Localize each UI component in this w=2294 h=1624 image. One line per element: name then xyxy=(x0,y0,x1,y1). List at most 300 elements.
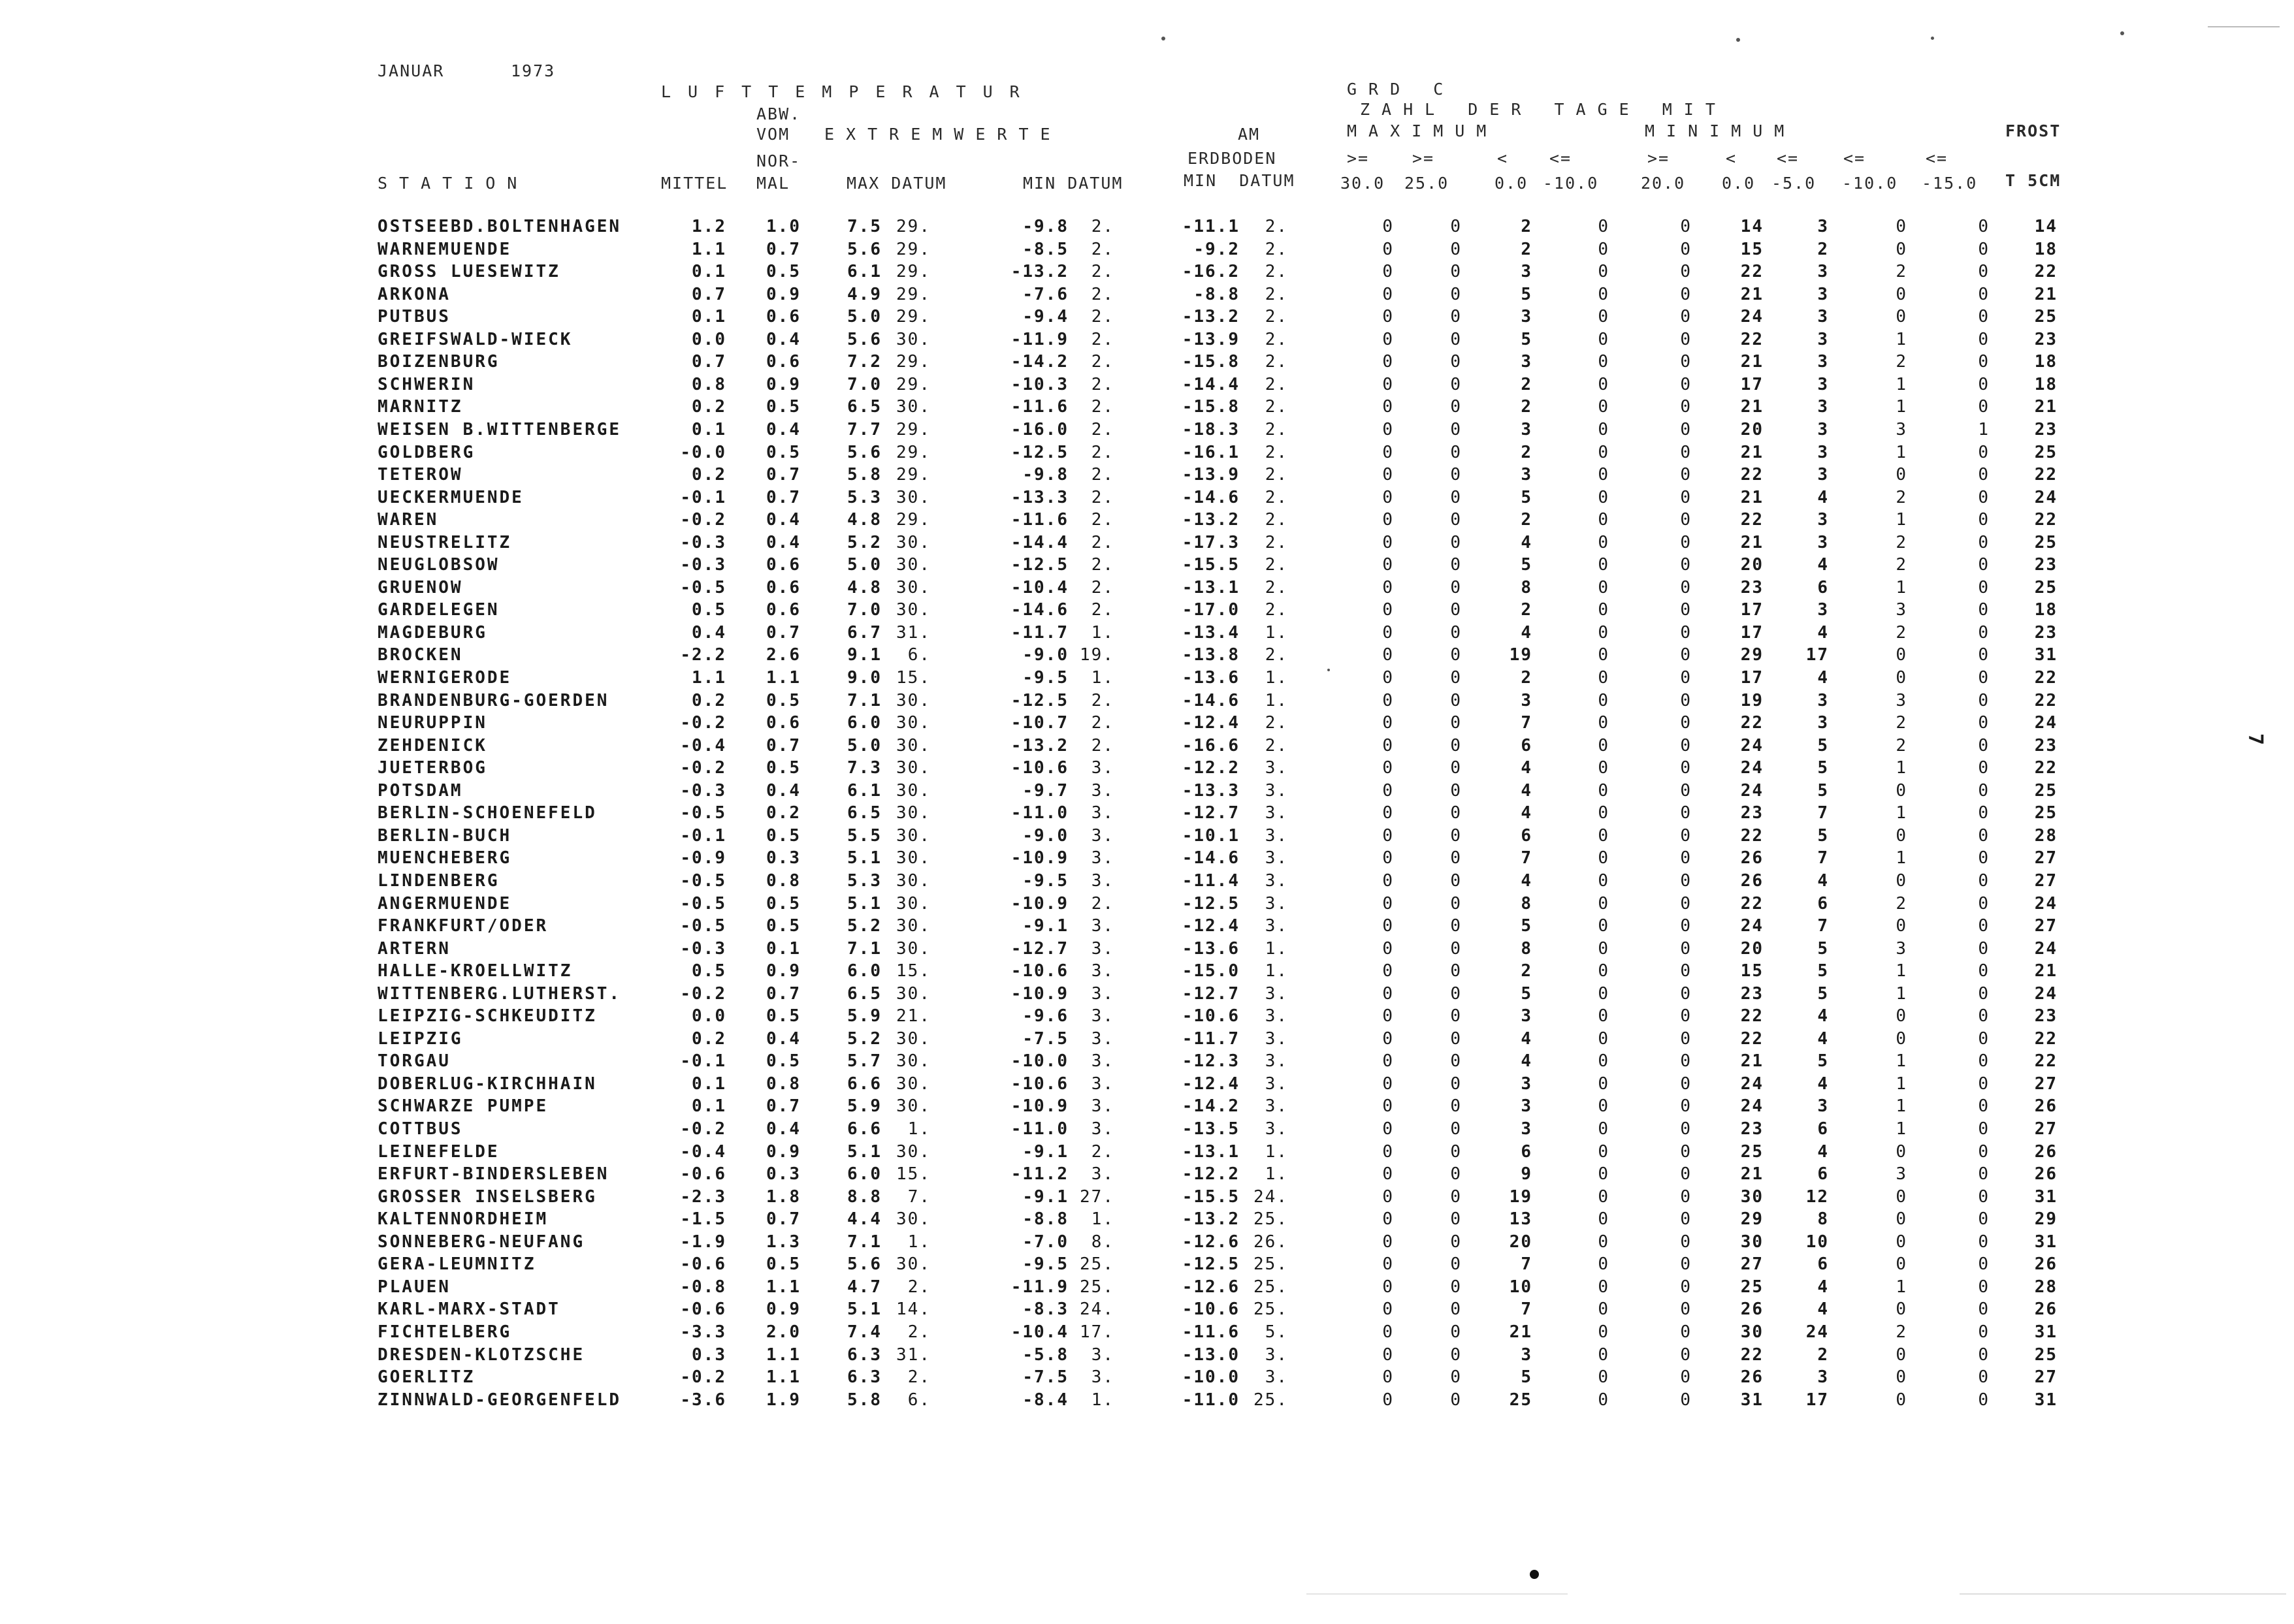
table-row xyxy=(0,241,2294,263)
cell-min-le-m10: 1 xyxy=(1896,803,1907,823)
cell-min-datum: 1. xyxy=(1091,1390,1114,1410)
cell-max-ge-25: 0 xyxy=(1450,894,1462,914)
cell-min-le-m15: 0 xyxy=(1978,1299,1990,1319)
am-label: AM xyxy=(1238,125,1261,144)
cell-min-le-m5: 4 xyxy=(1817,623,1829,643)
cell-max-le-m10: 0 xyxy=(1598,420,1609,439)
cell-min: -11.2 xyxy=(1010,1164,1069,1184)
cell-min-le-m5: 24 xyxy=(1805,1322,1829,1342)
table-row xyxy=(0,1030,2294,1053)
cell-min-lt-0: 22 xyxy=(1740,1345,1764,1365)
cell-min: -5.8 xyxy=(1022,1345,1069,1365)
cell-frost-5cm: 26 xyxy=(2034,1254,2058,1274)
cell-min-lt-0: 21 xyxy=(1740,352,1764,372)
cell-station: UECKERMUENDE xyxy=(378,488,524,507)
cell-min: -9.6 xyxy=(1022,1006,1069,1026)
cell-erd-datum: 25. xyxy=(1253,1390,1288,1410)
cell-min-lt-0: 26 xyxy=(1740,848,1764,868)
cell-max-datum: 30. xyxy=(896,939,931,959)
cell-min-le-m15: 0 xyxy=(1978,1119,1990,1139)
cell-max-lt-0: 4 xyxy=(1521,781,1532,801)
cell-max-datum: 30. xyxy=(896,397,931,417)
cell-max-ge-30: 0 xyxy=(1382,871,1394,891)
cell-min-ge-20: 0 xyxy=(1680,1299,1692,1319)
cell-max-ge-30: 0 xyxy=(1382,285,1394,304)
max-threshold-val-3: 0.0 xyxy=(1494,174,1528,193)
cell-max-ge-25: 0 xyxy=(1450,533,1462,552)
table-row xyxy=(0,737,2294,759)
cell-min: -7.6 xyxy=(1022,285,1069,304)
cell-abw: 1.9 xyxy=(766,1390,801,1410)
cell-min-le-m15: 0 xyxy=(1978,1029,1990,1049)
table-row xyxy=(0,1369,2294,1391)
cell-max-ge-25: 0 xyxy=(1450,645,1462,665)
cell-max-ge-30: 0 xyxy=(1382,961,1394,981)
cell-max-ge-30: 0 xyxy=(1382,1096,1394,1116)
cell-station: MUENCHEBERG xyxy=(378,848,512,868)
cell-frost-5cm: 27 xyxy=(2034,1074,2058,1094)
cell-abw: 0.5 xyxy=(766,894,801,914)
cell-min: -7.0 xyxy=(1022,1232,1069,1252)
cell-erd-min: -13.2 xyxy=(1182,307,1240,326)
cell-min-lt-0: 21 xyxy=(1740,397,1764,417)
cell-min-le-m15: 1 xyxy=(1978,420,1990,439)
cell-min-le-m5: 3 xyxy=(1817,1367,1829,1387)
cell-min-ge-20: 0 xyxy=(1680,826,1692,846)
cell-max-ge-25: 0 xyxy=(1450,1096,1462,1116)
cell-frost-5cm: 26 xyxy=(2034,1164,2058,1184)
cell-mittel: -0.2 xyxy=(680,984,726,1004)
cell-max-le-m10: 0 xyxy=(1598,1322,1609,1342)
cell-max-ge-25: 0 xyxy=(1450,240,1462,259)
cell-max-datum: 30. xyxy=(896,1254,931,1274)
min-threshold-op-3: <= xyxy=(1777,149,1800,168)
cell-erd-min: -12.5 xyxy=(1182,1254,1240,1274)
cell-abw: 0.9 xyxy=(766,961,801,981)
cell-max-ge-30: 0 xyxy=(1382,443,1394,462)
cell-min-ge-20: 0 xyxy=(1680,1051,1692,1071)
cell-station: WEISEN B.WITTENBERGE xyxy=(378,420,622,439)
mal-header: MAL xyxy=(756,174,790,193)
cell-mittel: -0.3 xyxy=(680,939,726,959)
cell-min-lt-0: 21 xyxy=(1740,533,1764,552)
cell-min: -10.4 xyxy=(1010,1322,1069,1342)
cell-max-datum: 30. xyxy=(896,871,931,891)
cell-max-lt-0: 10 xyxy=(1509,1277,1532,1297)
cell-frost-5cm: 26 xyxy=(2034,1299,2058,1319)
cell-min-datum: 3. xyxy=(1091,1345,1114,1365)
cell-erd-datum: 3. xyxy=(1265,916,1288,936)
cell-min-lt-0: 24 xyxy=(1740,781,1764,801)
cell-max-lt-0: 8 xyxy=(1521,939,1532,959)
cell-max-datum: 1. xyxy=(907,1119,931,1139)
cell-erd-min: -15.5 xyxy=(1182,1187,1240,1207)
cell-min-le-m10: 2 xyxy=(1896,894,1907,914)
cell-max-lt-0: 4 xyxy=(1521,533,1532,552)
cell-max-ge-25: 0 xyxy=(1450,713,1462,733)
cell-mittel: -0.5 xyxy=(680,916,726,936)
cell-erd-datum: 1. xyxy=(1265,691,1288,710)
cell-min-ge-20: 0 xyxy=(1680,600,1692,620)
cell-erd-min: -13.9 xyxy=(1182,465,1240,485)
cell-min-lt-0: 24 xyxy=(1740,916,1764,936)
cell-station: ERFURT-BINDERSLEBEN xyxy=(378,1164,609,1184)
cell-frost-5cm: 25 xyxy=(2034,578,2058,597)
cell-min-le-m15: 0 xyxy=(1978,1277,1990,1297)
cell-erd-min: -16.2 xyxy=(1182,262,1240,281)
cell-erd-datum: 26. xyxy=(1253,1232,1288,1252)
cell-station: TORGAU xyxy=(378,1051,451,1071)
table-row xyxy=(0,692,2294,714)
cell-min-le-m5: 4 xyxy=(1817,1142,1829,1162)
cell-min-ge-20: 0 xyxy=(1680,736,1692,756)
cell-max-ge-30: 0 xyxy=(1382,1051,1394,1071)
cell-min-le-m5: 3 xyxy=(1817,465,1829,485)
cell-min-datum: 3. xyxy=(1091,781,1114,801)
cell-max-ge-25: 0 xyxy=(1450,397,1462,417)
cell-min-le-m5: 8 xyxy=(1817,1209,1829,1229)
cell-frost-5cm: 25 xyxy=(2034,781,2058,801)
cell-erd-min: -16.6 xyxy=(1182,736,1240,756)
cell-min-le-m10: 1 xyxy=(1896,961,1907,981)
cell-min-le-m10: 2 xyxy=(1896,736,1907,756)
cell-frost-5cm: 18 xyxy=(2034,240,2058,259)
cell-min-datum: 1. xyxy=(1091,623,1114,643)
cell-station: FICHTELBERG xyxy=(378,1322,512,1342)
cell-min: -14.6 xyxy=(1010,600,1069,620)
cell-min-datum: 2. xyxy=(1091,578,1114,597)
min-threshold-val-5: -15.0 xyxy=(1922,174,1978,193)
cell-max-lt-0: 8 xyxy=(1521,578,1532,597)
cell-max-datum: 31. xyxy=(896,623,931,643)
cell-max-ge-25: 0 xyxy=(1450,803,1462,823)
cell-mittel: 0.0 xyxy=(692,1006,726,1026)
cell-max-ge-30: 0 xyxy=(1382,1142,1394,1162)
cell-max-ge-25: 0 xyxy=(1450,1187,1462,1207)
month-label: JANUAR xyxy=(378,61,445,80)
table-row xyxy=(0,940,2294,963)
cell-station: SCHWARZE PUMPE xyxy=(378,1096,549,1116)
cell-erd-datum: 2. xyxy=(1265,217,1288,236)
cell-frost-5cm: 22 xyxy=(2034,510,2058,530)
cell-max-le-m10: 0 xyxy=(1598,736,1609,756)
cell-max-datum: 30. xyxy=(896,600,931,620)
cell-min-le-m5: 3 xyxy=(1817,217,1829,236)
cell-min-le-m10: 3 xyxy=(1896,420,1907,439)
cell-min-le-m5: 6 xyxy=(1817,1119,1829,1139)
cell-max-ge-30: 0 xyxy=(1382,781,1394,801)
cell-erd-min: -13.1 xyxy=(1182,578,1240,597)
cell-abw: 0.5 xyxy=(766,1254,801,1274)
cell-frost-5cm: 21 xyxy=(2034,285,2058,304)
cell-abw: 0.5 xyxy=(766,1006,801,1026)
cell-frost-5cm: 23 xyxy=(2034,623,2058,643)
cell-erd-datum: 1. xyxy=(1265,961,1288,981)
cell-max: 6.3 xyxy=(847,1345,882,1365)
cell-min-lt-0: 30 xyxy=(1740,1322,1764,1342)
cell-min-le-m10: 1 xyxy=(1896,397,1907,417)
cell-station: BRANDENBURG-GOERDEN xyxy=(378,691,609,710)
cell-max-le-m10: 0 xyxy=(1598,262,1609,281)
cell-min-ge-20: 0 xyxy=(1680,217,1692,236)
cell-max: 5.5 xyxy=(847,826,882,846)
cell-max: 7.0 xyxy=(847,375,882,394)
cell-max-ge-30: 0 xyxy=(1382,1322,1394,1342)
cell-max-le-m10: 0 xyxy=(1598,465,1609,485)
cell-max-lt-0: 2 xyxy=(1521,217,1532,236)
cell-max-ge-30: 0 xyxy=(1382,691,1394,710)
cell-max-datum: 30. xyxy=(896,1096,931,1116)
max-threshold-val-4: -10.0 xyxy=(1543,174,1599,193)
cell-station: POTSDAM xyxy=(378,781,463,801)
cell-max-ge-25: 0 xyxy=(1450,465,1462,485)
cell-max-le-m10: 0 xyxy=(1598,1390,1609,1410)
cell-abw: 0.5 xyxy=(766,397,801,417)
cell-abw: 0.7 xyxy=(766,465,801,485)
cell-abw: 0.6 xyxy=(766,352,801,372)
table-row xyxy=(0,1392,2294,1414)
cell-erd-min: -13.6 xyxy=(1182,939,1240,959)
cell-min-lt-0: 25 xyxy=(1740,1277,1764,1297)
cell-max-ge-25: 0 xyxy=(1450,871,1462,891)
cell-max-lt-0: 3 xyxy=(1521,465,1532,485)
table-row xyxy=(0,895,2294,917)
cell-max-le-m10: 0 xyxy=(1598,961,1609,981)
cell-max-ge-25: 0 xyxy=(1450,984,1462,1004)
cell-min-le-m15: 0 xyxy=(1978,1164,1990,1184)
cell-min-ge-20: 0 xyxy=(1680,352,1692,372)
table-row xyxy=(0,218,2294,240)
zahl-der-tage-mit-label: ZAHL DER TAGE MIT xyxy=(1360,100,1727,119)
table-row xyxy=(0,1279,2294,1301)
cell-min-le-m15: 0 xyxy=(1978,375,1990,394)
cell-min: -11.6 xyxy=(1010,510,1069,530)
table-row xyxy=(0,579,2294,601)
cell-min-le-m10: 0 xyxy=(1896,1299,1907,1319)
cell-mittel: 0.7 xyxy=(692,285,726,304)
cell-max-ge-30: 0 xyxy=(1382,488,1394,507)
cell-min: -12.5 xyxy=(1010,443,1069,462)
table-row xyxy=(0,1188,2294,1211)
min-threshold-val-2: 0.0 xyxy=(1722,174,1756,193)
cell-max-ge-25: 0 xyxy=(1450,1051,1462,1071)
cell-max-lt-0: 3 xyxy=(1521,1345,1532,1365)
table-row xyxy=(0,827,2294,850)
cell-min-le-m10: 2 xyxy=(1896,555,1907,575)
extremwerte-label: EXTREMWERTE xyxy=(824,125,1062,144)
cell-min: -10.9 xyxy=(1010,1096,1069,1116)
cell-min-lt-0: 23 xyxy=(1740,984,1764,1004)
min-threshold-op-4: <= xyxy=(1843,149,1866,168)
cell-frost-5cm: 22 xyxy=(2034,1029,2058,1049)
cell-min-le-m15: 0 xyxy=(1978,217,1990,236)
cell-min-le-m5: 7 xyxy=(1817,848,1829,868)
cell-min-datum: 3. xyxy=(1091,1119,1114,1139)
cell-frost-5cm: 25 xyxy=(2034,803,2058,823)
cell-max: 5.6 xyxy=(847,240,882,259)
cell-abw: 0.4 xyxy=(766,510,801,530)
cell-erd-datum: 3. xyxy=(1265,1051,1288,1071)
cell-erd-datum: 3. xyxy=(1265,1345,1288,1365)
cell-max-ge-30: 0 xyxy=(1382,623,1394,643)
cell-max-le-m10: 0 xyxy=(1598,1232,1609,1252)
cell-frost-5cm: 25 xyxy=(2034,307,2058,326)
cell-max-ge-25: 0 xyxy=(1450,420,1462,439)
cell-erd-datum: 2. xyxy=(1265,488,1288,507)
cell-abw: 0.8 xyxy=(766,1074,801,1094)
cell-max-ge-25: 0 xyxy=(1450,1277,1462,1297)
cell-max: 4.7 xyxy=(847,1277,882,1297)
cell-min-lt-0: 22 xyxy=(1740,465,1764,485)
cell-erd-min: -14.6 xyxy=(1182,488,1240,507)
cell-erd-datum: 2. xyxy=(1265,330,1288,349)
cell-max-datum: 15. xyxy=(896,961,931,981)
table-row xyxy=(0,1075,2294,1098)
cell-min-datum: 19. xyxy=(1080,645,1114,665)
cell-max-lt-0: 2 xyxy=(1521,240,1532,259)
cell-max-ge-25: 0 xyxy=(1450,1322,1462,1342)
cell-min-le-m15: 0 xyxy=(1978,1367,1990,1387)
cell-min-ge-20: 0 xyxy=(1680,1164,1692,1184)
cell-max-ge-25: 0 xyxy=(1450,916,1462,936)
cell-min-lt-0: 20 xyxy=(1740,420,1764,439)
cell-abw: 1.1 xyxy=(766,1277,801,1297)
cell-max-ge-25: 0 xyxy=(1450,600,1462,620)
cell-min-datum: 2. xyxy=(1091,217,1114,236)
cell-min-le-m10: 0 xyxy=(1896,240,1907,259)
cell-erd-min: -13.2 xyxy=(1182,1209,1240,1229)
unit-label: GRD C xyxy=(1347,80,1455,99)
cell-min: -9.5 xyxy=(1022,871,1069,891)
cell-min-le-m5: 4 xyxy=(1817,1029,1829,1049)
cell-min-ge-20: 0 xyxy=(1680,645,1692,665)
cell-mittel: 1.1 xyxy=(692,668,726,688)
cell-min-le-m15: 0 xyxy=(1978,307,1990,326)
cell-abw: 1.3 xyxy=(766,1232,801,1252)
vom-label: VOM xyxy=(756,125,790,144)
cell-frost-5cm: 23 xyxy=(2034,420,2058,439)
cell-min-datum: 3. xyxy=(1091,803,1114,823)
cell-min-ge-20: 0 xyxy=(1680,1232,1692,1252)
cell-min: -16.0 xyxy=(1010,420,1069,439)
cell-max-ge-25: 0 xyxy=(1450,375,1462,394)
cell-min-le-m15: 0 xyxy=(1978,1390,1990,1410)
cell-min-le-m15: 0 xyxy=(1978,1142,1990,1162)
cell-abw: 0.9 xyxy=(766,1299,801,1319)
cell-frost-5cm: 22 xyxy=(2034,262,2058,281)
cell-max-lt-0: 4 xyxy=(1521,803,1532,823)
cell-min-le-m10: 1 xyxy=(1896,578,1907,597)
table-row xyxy=(0,872,2294,895)
cell-min-lt-0: 26 xyxy=(1740,1299,1764,1319)
cell-mittel: -0.5 xyxy=(680,578,726,597)
cell-max: 5.7 xyxy=(847,1051,882,1071)
cell-erd-datum: 3. xyxy=(1265,1029,1288,1049)
table-row xyxy=(0,1166,2294,1188)
cell-min-lt-0: 31 xyxy=(1740,1390,1764,1410)
cell-min-ge-20: 0 xyxy=(1680,939,1692,959)
cell-min-le-m5: 3 xyxy=(1817,330,1829,349)
cell-max-lt-0: 4 xyxy=(1521,623,1532,643)
cell-abw: 0.4 xyxy=(766,1029,801,1049)
scan-speck xyxy=(2120,31,2124,35)
cell-max-ge-25: 0 xyxy=(1450,578,1462,597)
cell-min-datum: 2. xyxy=(1091,488,1114,507)
cell-mittel: -0.6 xyxy=(680,1299,726,1319)
cell-max-lt-0: 3 xyxy=(1521,1006,1532,1026)
table-row xyxy=(0,1256,2294,1278)
cell-mittel: -1.9 xyxy=(680,1232,726,1252)
cell-abw: 1.0 xyxy=(766,217,801,236)
cell-max-lt-0: 20 xyxy=(1509,1232,1532,1252)
cell-min: -8.3 xyxy=(1022,1299,1069,1319)
cell-erd-datum: 2. xyxy=(1265,397,1288,417)
cell-min-datum: 2. xyxy=(1091,533,1114,552)
cell-frost-5cm: 27 xyxy=(2034,1119,2058,1139)
cell-mittel: -0.3 xyxy=(680,781,726,801)
cell-max-ge-30: 0 xyxy=(1382,1209,1394,1229)
cell-station: KALTENNORDHEIM xyxy=(378,1209,549,1229)
cell-min-le-m10: 1 xyxy=(1896,1074,1907,1094)
cell-min: -8.8 xyxy=(1022,1209,1069,1229)
cell-min: -11.7 xyxy=(1010,623,1069,643)
maximum-label: MAXIMUM xyxy=(1347,121,1498,140)
cell-min: -10.6 xyxy=(1010,758,1069,778)
cell-mittel: -0.2 xyxy=(680,1367,726,1387)
cell-frost-5cm: 18 xyxy=(2034,600,2058,620)
cell-min-le-m5: 3 xyxy=(1817,1096,1829,1116)
cell-max: 5.0 xyxy=(847,736,882,756)
cell-mittel: 1.1 xyxy=(692,240,726,259)
cell-max: 6.5 xyxy=(847,803,882,823)
cell-min-datum: 2. xyxy=(1091,465,1114,485)
cell-max-lt-0: 5 xyxy=(1521,555,1532,575)
cell-abw: 0.5 xyxy=(766,758,801,778)
table-row xyxy=(0,353,2294,375)
cell-mittel: 0.1 xyxy=(692,1074,726,1094)
cell-min-le-m10: 1 xyxy=(1896,510,1907,530)
cell-min-le-m10: 2 xyxy=(1896,713,1907,733)
cell-erd-min: -15.8 xyxy=(1182,352,1240,372)
cell-max-ge-30: 0 xyxy=(1382,826,1394,846)
cell-frost-5cm: 24 xyxy=(2034,984,2058,1004)
cell-min-le-m15: 0 xyxy=(1978,623,1990,643)
cell-max-lt-0: 4 xyxy=(1521,1029,1532,1049)
cell-min-le-m10: 1 xyxy=(1896,1051,1907,1071)
cell-max-le-m10: 0 xyxy=(1598,623,1609,643)
cell-max-ge-25: 0 xyxy=(1450,307,1462,326)
cell-min-le-m10: 0 xyxy=(1896,1187,1907,1207)
cell-max-lt-0: 9 xyxy=(1521,1164,1532,1184)
cell-min-le-m15: 0 xyxy=(1978,848,1990,868)
cell-max-datum: 29. xyxy=(896,420,931,439)
cell-frost-5cm: 31 xyxy=(2034,1187,2058,1207)
cell-min-lt-0: 21 xyxy=(1740,443,1764,462)
cell-frost-5cm: 22 xyxy=(2034,668,2058,688)
cell-max-ge-30: 0 xyxy=(1382,1232,1394,1252)
cell-max-lt-0: 2 xyxy=(1521,375,1532,394)
cell-max-ge-30: 0 xyxy=(1382,555,1394,575)
cell-max-ge-25: 0 xyxy=(1450,1209,1462,1229)
cell-frost-5cm: 26 xyxy=(2034,1142,2058,1162)
year-label: 1973 xyxy=(511,61,556,80)
cell-min-ge-20: 0 xyxy=(1680,623,1692,643)
cell-max-lt-0: 3 xyxy=(1521,262,1532,281)
cell-station: ZEHDENICK xyxy=(378,736,487,756)
cell-erd-min: -13.2 xyxy=(1182,510,1240,530)
cell-erd-min: -12.2 xyxy=(1182,758,1240,778)
cell-min: -10.9 xyxy=(1010,848,1069,868)
